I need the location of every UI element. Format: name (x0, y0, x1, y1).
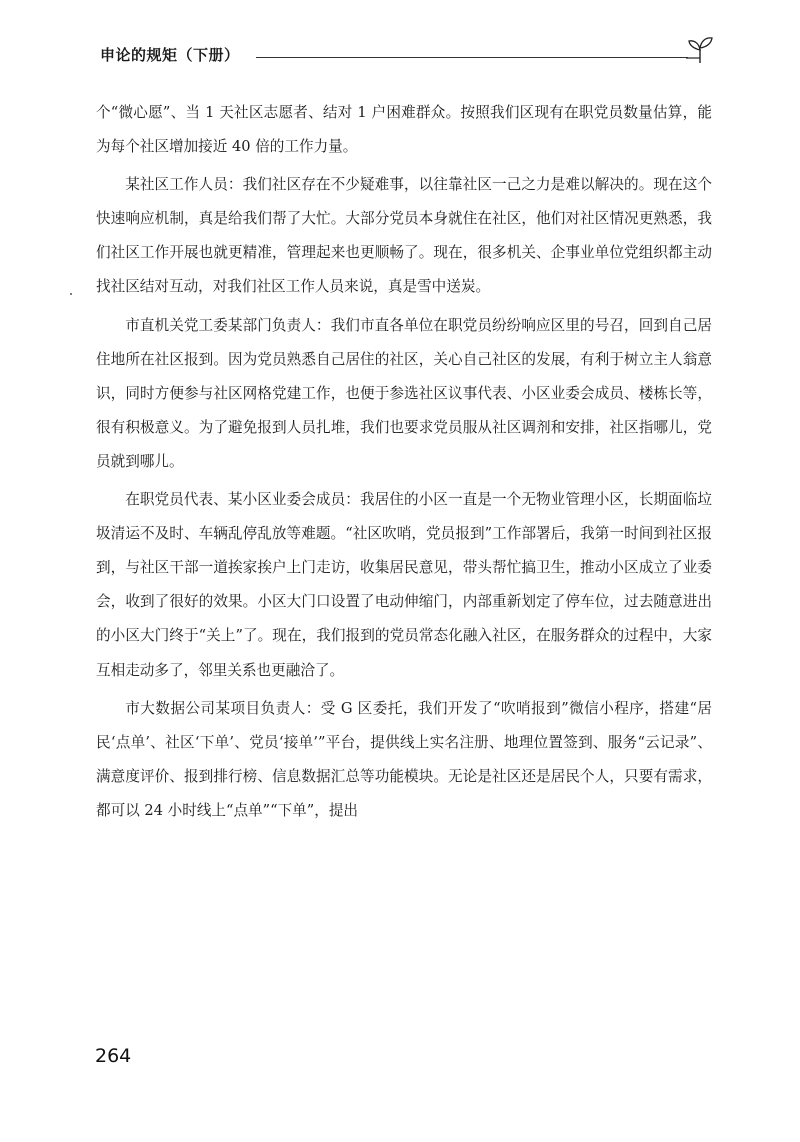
paragraph-bigdata-lead: 市大数据公司某项目负责人：受 G 区委托，我们开发了“吹哨报到”微信小程序，搭建“居民‘点单’、社区‘下单’、党员‘接单’”平台，提供线上实名注册、地理位置签到、服务“云记录”、满意度评价、报到排行榜、信息数据汇总等功能模块。无论是社区还是居民个人，只要有需求，都可以 24 小时线上“点单”“下单”，提出 (96, 699, 712, 819)
scan-speck (70, 293, 72, 295)
paragraph-municipal-official: 市直机关党工委某部门负责人：我们市直各单位在职党员纷纷响应区里的号召，回到自己居住地所在社区报到。因为党员熟悉自己居住的社区，关心自己社区的发展，有利于树立主人翁意识，同时方便参与社区网格党建工作，也便于参选社区议事代表、小区业委会成员、楼栋长等，很有积极意义。为了避免报到人员扎堆，我们也要求党员服从社区调剂和安排，社区指哪儿，党员就到哪儿。 (96, 316, 712, 470)
book-title: 申论的规矩（下册） (100, 46, 240, 64)
running-header (100, 34, 710, 74)
body-text (96, 96, 712, 832)
paragraph-continuation: 个“微心愿”、当 1 天社区志愿者、结对 1 户困难群众。按照我们区现有在职党员数量估算，能为每个社区增加接近 40 倍的工作力量。 (96, 104, 712, 156)
header-rule (256, 57, 688, 58)
page-number: 264 (95, 1045, 132, 1067)
paragraph-community-worker: 某社区工作人员：我们社区存在不少疑难事，以往靠社区一己之力是难以解决的。现在这个快速响应机制，真是给我们帮了大忙。大部分党员本身就住在社区，他们对社区情况更熟悉，我们社区工作开展也就更精准，管理起来也更顺畅了。现在，很多机关、企事业单位党组织都主动找社区结对互动，对我们社区工作人员来说，真是雪中送炭。 (96, 176, 712, 296)
paragraph-party-member-rep: 在职党员代表、某小区业委会成员：我居住的小区一直是一个无物业管理小区，长期面临垃圾清运不及时、车辆乱停乱放等难题。“社区吹哨，党员报到”工作部署后，我第一时间到社区报到，与社区干部一道挨家挨户上门走访，收集居民意见，带头帮忙搞卫生，推动小区成立了业委会，收到了很好的效果。小区大门口设置了电动伸缩门，内部重新划定了停车位，过去随意进出的小区大门终于“关上”了。现在，我们报到的党员常态化融入社区，在服务群众的过程中，大家互相走动多了，邻里关系也更融洽了。 (96, 491, 712, 679)
sprout-icon (686, 34, 714, 64)
